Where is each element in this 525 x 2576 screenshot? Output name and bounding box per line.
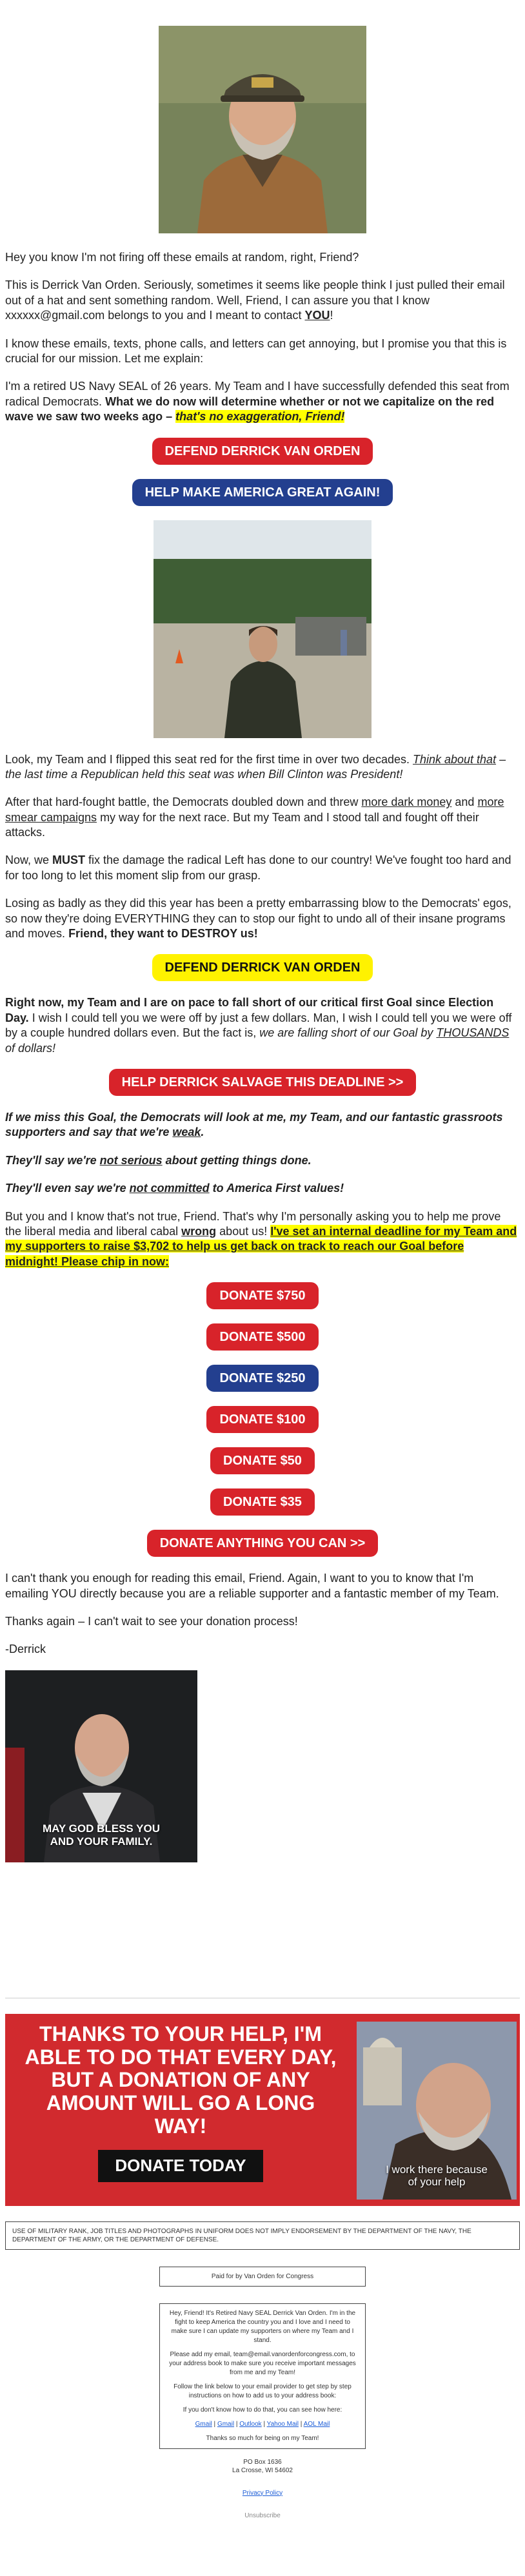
intro-paragraph (5, 278, 520, 323)
emails-paragraph: I know these emails, texts, phone calls, and letters can get annoying, but I promise you that this is crucial for our mission. Let me explain: (5, 337, 507, 365)
goal-end: of dollars! (5, 1041, 56, 1055)
footer-line-3: Follow the link below to your email provider to get step by step instructions on how to add us to your address book: (173, 2383, 352, 2399)
gmail-link-2[interactable]: Gmail (217, 2420, 235, 2428)
miss-paragraph: If we miss this Goal, the Democrats will look at me, my Team, and our fantastic grassroots supporters and say that we're weak. (5, 1110, 503, 1139)
soldier-photo-icon (154, 520, 371, 738)
you-emphasis: YOU (304, 309, 330, 322)
privacy-policy-link[interactable]: Privacy Policy (242, 2489, 283, 2497)
seal-bold: What we do now will determine whether or not we capitalize on the red wave we saw two weeks ago – (5, 395, 495, 424)
uniform-photo (154, 520, 371, 738)
blessing-caption-1: MAY GOD BLESS YOU (42, 1822, 160, 1835)
address-book-box (159, 2303, 366, 2449)
donate-750-button[interactable]: DONATE $750 (206, 1282, 318, 1309)
intro-text: This is Derrick Van Orden. Seriously, sometimes it seems like people think I just pulled their email out of a hat and sent something random. Well, Friend, I can assure you that I know xxxxxx@gmail.com belongs to you and I meant to contact (5, 278, 505, 322)
flipped-text: Look, my Team and I flipped this seat red for the first time in over two decades. (5, 752, 413, 766)
footer-line-5: Thanks so much for being on my Team! (206, 2434, 319, 2442)
battle-text-c: my way for the next race. But my Team and I stood tall and fought off their attacks. (5, 810, 479, 839)
defend-button[interactable]: DEFEND DERRICK VAN ORDEN (152, 438, 373, 465)
hero-photo (159, 26, 366, 233)
must-text-a: Now, we (5, 854, 53, 867)
must-text-b: fix the damage the radical Left has done to our country! We've fought too hard and for too long to let this moment slip from our grasp. (5, 854, 511, 882)
donate-35-button[interactable]: DONATE $35 (210, 1488, 315, 1516)
paid-for-box: Paid for by Van Orden for Congress (159, 2267, 366, 2287)
seal-paragraph (5, 379, 520, 424)
wrong-emphasis: wrong (181, 1224, 217, 1238)
man-in-cap-icon (159, 26, 366, 233)
miss-text: If we miss this Goal, the Democrats will look at me, my Team, and our fantastic grassroots supporters and say that we're (5, 1110, 503, 1139)
smear-campaigns-link[interactable]: more smear campaigns (5, 795, 504, 824)
think-emphasis: Think about that (412, 752, 497, 766)
defend-button-yellow[interactable]: DEFEND DERRICK VAN ORDEN (152, 954, 373, 981)
greeting: Hey you know I'm not firing off these emails at random, right, Friend? (5, 251, 359, 264)
battle-paragraph (5, 795, 520, 840)
committed-text-b: to America First values! (209, 1182, 344, 1195)
committed-text-a: They'll even say we're (5, 1182, 130, 1195)
seal-text: I'm a retired US Navy SEAL of 26 years. My Team and I have successfully defended this seat from radical Democrats. (5, 380, 510, 408)
maga-button[interactable]: HELP MAKE AMERICA GREAT AGAIN! (132, 479, 393, 506)
goal-bold: Right now, my Team and I are on pace to fall short of our critical first Goal since Election Day. (5, 996, 494, 1024)
thousands-emphasis: THOUSANDS (436, 1026, 510, 1040)
address-line-2: La Crosse, WI 54602 (232, 2466, 293, 2474)
gmail-link[interactable]: Gmail (195, 2420, 212, 2428)
donate-today-button[interactable]: DONATE TODAY (98, 2150, 262, 2182)
losing-text: Losing as badly as they did this year has been a pretty embarrassing blow to the Democrats' egos, so now they're doing EVERYTHING they can to stop our fight to undo all of their insane programs and moves. (5, 897, 511, 941)
deadline-text-b: about us! (216, 1224, 271, 1238)
goal-italic: we are falling short of our Goal by (259, 1026, 437, 1040)
weak-emphasis: weak (172, 1126, 201, 1139)
banner-caption-2: of your help (408, 2176, 466, 2189)
address-line-1: PO Box 1636 (243, 2458, 282, 2466)
aol-link[interactable]: AOL Mail (303, 2420, 330, 2428)
goal-text: I wish I could tell you we were off by just a few dollars. Man, I wish I could tell you we were off by a couple hundred dollars even. But the fact is, (5, 1011, 512, 1040)
deadline-highlight: I've set an internal deadline for my Team and my supporters to raise $3,702 to help us get back on track to reach our Goal before midnight! Please chip in now: (5, 1224, 517, 1268)
donate-anything-button[interactable]: DONATE ANYTHING YOU CAN >> (147, 1530, 379, 1557)
losing-paragraph (5, 896, 520, 941)
not-committed-emphasis: not committed (129, 1182, 210, 1195)
committed-paragraph (5, 1181, 520, 1196)
salvage-deadline-button[interactable]: HELP DERRICK SALVAGE THIS DEADLINE >> (109, 1069, 417, 1096)
disclaimer-box: USE OF MILITARY RANK, JOB TITLES AND PHOTOGRAPHS IN UNIFORM DOES NOT IMPLY ENDORSEMENT BY THE DEPARTMENT OF THE NAVY, THE DEPARTMENT OF THE ARMY, OR THE DEPARTMENT OF DEFENSE. (5, 2221, 520, 2250)
dark-money-link[interactable]: more dark money (361, 795, 452, 809)
footer-line-1: Hey, Friend! It's Retired Navy SEAL Derrick Van Orden. I'm in the fight to keep America the country you and I love and I need to make sure I can update my supporters on where my Team and I stand. (169, 2309, 356, 2344)
serious-text-b: about getting things done. (162, 1153, 312, 1167)
banner-headline: THANKS TO YOUR HELP, I'M ABLE TO DO THAT EVERY DAY, BUT A DONATION OF ANY AMOUNT WILL GO A LONG WAY! (25, 2022, 337, 2138)
provider-links: Gmail | Gmail | Outlook | Yahoo Mail | AOL Mail (195, 2420, 330, 2428)
must-paragraph (5, 853, 520, 883)
mailing-address (5, 2458, 520, 2475)
seal-highlight: that's no exaggeration, Friend! (175, 410, 345, 424)
unsubscribe-link[interactable]: Unsubscribe (244, 2512, 281, 2519)
signature: -Derrick (5, 1643, 46, 1656)
thanks-paragraph: I can't thank you enough for reading this email, Friend. Again, I want to you to know that I'm emailing YOU directly because you are a reliable supporter and a fantastic member of my Team. (5, 1572, 499, 1600)
losing-bold: Friend, they want to DESTROY us! (68, 927, 258, 941)
flipped-paragraph (5, 752, 520, 783)
must-emphasis: MUST (52, 854, 86, 867)
serious-paragraph (5, 1153, 520, 1168)
battle-text-a: After that hard-fought battle, the Democrats doubled down and threw (5, 795, 362, 809)
deadline-text-a: But you and I know that's not true, Friend. That's why I'm personally asking you to help me prove the liberal media and liberal cabal (5, 1209, 501, 1238)
blessing-image (5, 1670, 197, 1862)
donate-50-button[interactable]: DONATE $50 (210, 1447, 315, 1474)
footer-line-2: Please add my email, team@email.vanordenforcongress.com, to your address book to make sure you receive important messages from me and my Team! (169, 2350, 356, 2376)
deadline-paragraph (5, 1209, 520, 1270)
flipped-italic: – the last time a Republican held this seat was when Bill Clinton was President! (5, 752, 506, 781)
goal-paragraph (5, 995, 520, 1056)
blessing-caption-2: AND YOUR FAMILY. (50, 1835, 153, 1848)
yahoo-link[interactable]: Yahoo Mail (266, 2420, 299, 2428)
banner-caption-1: I work there because (386, 2163, 488, 2176)
outlook-link[interactable]: Outlook (239, 2420, 262, 2428)
donate-500-button[interactable]: DONATE $500 (206, 1323, 318, 1351)
donate-100-button[interactable]: DONATE $100 (206, 1406, 318, 1433)
banner-photo (357, 2022, 517, 2200)
battle-text-b: and (451, 795, 478, 809)
donate-250-button[interactable]: DONATE $250 (206, 1365, 318, 1392)
footer-line-4: If you don't know how to do that, you can see how here: (183, 2406, 342, 2414)
not-serious-emphasis: not serious (99, 1153, 163, 1167)
wait-paragraph: Thanks again – I can't wait to see your donation process! (5, 1614, 298, 1628)
donate-banner[interactable] (5, 2014, 520, 2206)
intro-end: ! (330, 309, 333, 322)
serious-text-a: They'll say we're (5, 1153, 100, 1167)
